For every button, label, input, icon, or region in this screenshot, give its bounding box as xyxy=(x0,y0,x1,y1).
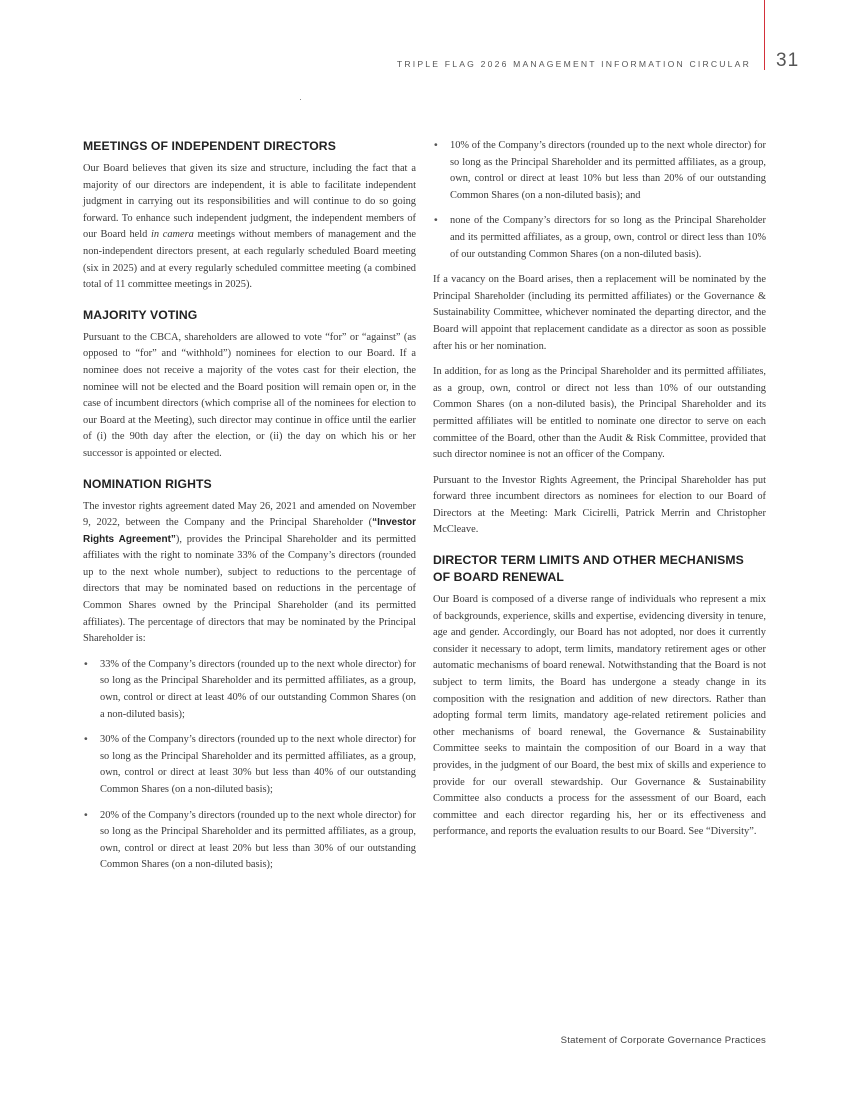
paragraph-independent-meetings: Our Board believes that given its size and structure, including the fact that a majority of our directors are independent, it is able to facilitate independent judgment in carrying out its responsibilities and will continue to do so going forward. To enhance such independent judgment, the independent members of our Board held in camera meetings without members of management and the non-independent directors present, at each regularly scheduled Board meeting (six in 2025) and at every regularly scheduled committee meeting (a combined total of 11 committee meetings in 2025). xyxy=(83,163,416,291)
list-item: • 10% of the Company’s directors (rounded up to the next whole director) for so long as the Principal Shareholder and its permitted affiliates, as a group, own, control or direct at least 10% but less than 20% of our outstanding Common Shares (on a non-diluted basis); and xyxy=(434,140,766,201)
list-item: • 33% of the Company’s directors (rounded up to the next whole director) for so long as the Principal Shareholder and its permitted affiliates, as a group, own, control or direct at least 40% of our outstanding Common Shares (on a non-diluted basis); xyxy=(84,658,416,720)
heading-majority-voting: MAJORITY VOTING xyxy=(83,307,198,322)
nomination-percentage-list-continued xyxy=(433,138,766,263)
paragraph-board-vacancy: If a vacancy on the Board arises, then a replacement will be nominated by the Principal Shareholder (including its permitted affiliates) or the Governance & Sustainability Committee, whichever nominated the departing director, and the Board will appoint that replacement candidate as a director as soon as possible after his or her nomination. xyxy=(433,274,766,352)
header-accent-rule xyxy=(764,0,765,70)
paragraph-incumbent-nominees: Pursuant to the Investor Rights Agreement, the Principal Shareholder has put forward three incumbent directors as nominees for election to our Board of Directors at the Meeting: Mark Cicirelli, Patrick Merrin and Christopher McCleave. xyxy=(433,474,766,536)
page-number: 31 xyxy=(776,50,800,71)
left-column xyxy=(83,138,416,883)
list-item: • 30% of the Company’s directors (rounded up to the next whole director) for so long as the Principal Shareholder and its permitted affiliates, as a group, own, control or direct at least 30% but less than 40% of our outstanding Common Shares (on a non-diluted basis); xyxy=(84,734,416,795)
stray-mark xyxy=(300,99,301,100)
right-column xyxy=(433,138,766,850)
paragraph-board-renewal: Our Board is composed of a diverse range of individuals who represent a mix of backgrounds, experience, skills and expertise, evidencing diversity in tenure, age and gender. Accordingly, our Board has not adopted, nor does it currently consider it necessary to adopt, term limits, mandatory retirement ages or other automatic mechanisms of board renewal. Notwithstanding that the Board is not subject to term limits, the Board has undergone a steady change in its composition with the resignation and addition of new directors. Rather than adopting formal term limits, mandatory age-related retirement policies and other mechanisms of board renewal, the Governance & Sustainability Committee seeks to maintain the composition of our Board in a way that provides, in the judgment of our Board, the best mix of skills and experience to provide for our overall stewardship. Our Governance & Sustainability Committee also conducts a process for the assessment of our Board, each committee and each director regarding his, her or its effectiveness and performance, and reports the evaluation results to our Board. See “Diversity”. xyxy=(433,594,766,838)
nomination-percentage-list xyxy=(83,657,416,874)
paragraph-majority-voting: Pursuant to the CBCA, shareholders are allowed to vote “for” or “against” (as opposed to “for” and “withhold”) nominees for election to our Board. If a nominee does not receive a majority of the votes cast for their election, the nominee will not be elected and the Board position will remain open or, in the case of incumbent directors (which comprise all of the nominees for election to our Board at the Meeting), such director may continue in office until the earlier of (i) the 90th day after the election, or (ii) the day on which his or her successor is appointed or elected. xyxy=(83,331,416,459)
list-item: • none of the Company’s directors for so long as the Principal Shareholder and its permitted affiliates, as a group, own, control or direct less than 10% of our outstanding Common Shares (on a non-diluted basis). xyxy=(434,215,766,260)
list-item: • 20% of the Company’s directors (rounded up to the next whole director) for so long as the Principal Shareholder and its permitted affiliates, as a group, own, control or direct at least 20% but less than 30% of our outstanding Common Shares (on a non-diluted basis); xyxy=(84,809,416,871)
paragraph-nomination-rights: The investor rights agreement dated May 26, 2021 and amended on November 9, 2022, between the Company and the Principal Shareholder (“Investor Rights Agreement”), provides the Principal Shareholder and its permitted affiliates with the right to nominate 33% of the Company’s directors (rounded up to the next whole number), subject to reductions to the percentage of directors that may be nominated based on reductions in the percentage of Common Shares owned by the Principal Shareholder (and its permitted affiliates). The percentage of directors that may be nominated by the Principal Shareholder is: xyxy=(83,500,416,645)
heading-nomination-rights: NOMINATION RIGHTS xyxy=(83,476,212,491)
heading-director-term-limits: DIRECTOR TERM LIMITS AND OTHER MECHANISMS OF BOARD RENEWAL xyxy=(433,553,744,585)
heading-meetings-of-independent-directors: MEETINGS OF INDEPENDENT DIRECTORS xyxy=(83,139,336,153)
bullet-icon: • xyxy=(84,809,88,821)
paragraph-committee-nominee: In addition, for as long as the Principal Shareholder and its permitted affiliates, as a group, own, control or direct not less than 10% of our outstanding Common Shares (on a non-diluted basis), the Principal Shareholder and its permitted affiliates will be entitled to nominate one director to serve on each committee of the Board, other than the Audit & Risk Committee, provided that such director nominee is not an officer of the Company. xyxy=(433,366,766,461)
bullet-icon: • xyxy=(84,734,88,746)
bullet-icon: • xyxy=(84,658,88,670)
running-footer: Statement of Corporate Governance Practices xyxy=(560,1035,766,1046)
bullet-icon: • xyxy=(434,215,438,227)
bullet-icon: • xyxy=(434,140,438,151)
running-header: TRIPLE FLAG 2026 MANAGEMENT INFORMATION CIRCULAR xyxy=(396,59,751,69)
